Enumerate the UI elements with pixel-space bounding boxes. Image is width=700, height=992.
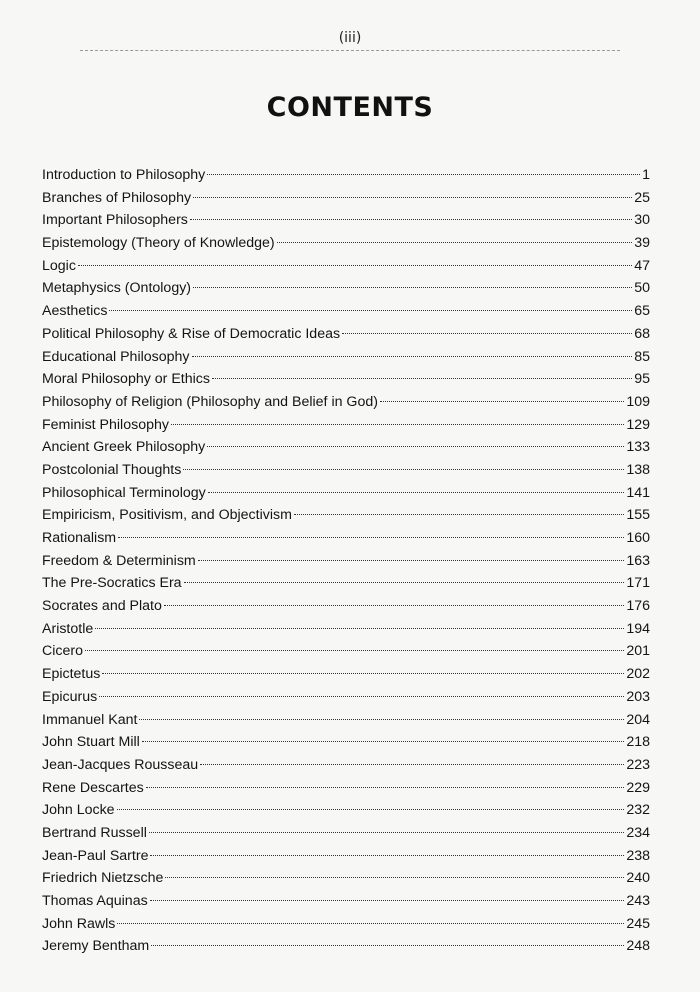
toc-entry[interactable] xyxy=(42,550,650,573)
toc-entry-title: Cicero xyxy=(42,643,83,660)
toc-entry[interactable] xyxy=(42,663,650,686)
toc-entry-title: Important Philosophers xyxy=(42,212,188,229)
toc-entry-title: Jeremy Bentham xyxy=(42,938,150,955)
dot-leader xyxy=(95,628,624,629)
toc-entry-page: 129 xyxy=(626,416,650,433)
toc-entry-page: 234 xyxy=(626,824,650,841)
toc-entry-page: 218 xyxy=(626,734,650,751)
toc-entry-title: Epistemology (Theory of Knowledge) xyxy=(42,235,275,252)
dot-leader xyxy=(150,900,625,901)
toc-entry-title: Aesthetics xyxy=(42,303,108,320)
toc-entry[interactable] xyxy=(42,482,650,505)
toc-entry-title: Freedom & Determinism xyxy=(42,552,196,569)
dot-leader xyxy=(150,855,624,856)
toc-entry[interactable] xyxy=(42,754,650,777)
toc-entry[interactable] xyxy=(42,187,650,210)
dot-leader xyxy=(294,514,624,515)
toc-entry-title: Empiricism, Positivism, and Objectivism xyxy=(42,507,292,524)
toc-entry-page: 163 xyxy=(626,552,650,569)
dot-leader xyxy=(342,333,632,334)
toc-entry-title: Educational Philosophy xyxy=(42,348,190,365)
toc-entry-title: Aristotle xyxy=(42,620,94,637)
toc-entry-page: 65 xyxy=(634,303,650,320)
toc-entry[interactable] xyxy=(42,346,650,369)
toc-entry-page: 39 xyxy=(634,235,650,252)
dot-leader xyxy=(212,378,632,379)
dot-leader xyxy=(117,809,625,810)
dot-leader xyxy=(139,719,624,720)
dot-leader xyxy=(142,741,625,742)
toc-entry-page: 30 xyxy=(634,212,650,229)
toc-entry-page: 232 xyxy=(626,802,650,819)
toc-entry[interactable] xyxy=(42,618,650,641)
toc-entry-page: 141 xyxy=(626,484,650,501)
dot-leader xyxy=(192,356,633,357)
dot-leader xyxy=(277,242,633,243)
dot-leader xyxy=(198,560,625,561)
toc-entry-page: 203 xyxy=(626,688,650,705)
toc-entry-title: The Pre-Socratics Era xyxy=(42,575,182,592)
toc-entry[interactable] xyxy=(42,867,650,890)
toc-entry-page: 171 xyxy=(626,575,650,592)
table-of-contents xyxy=(42,164,650,958)
dot-leader xyxy=(165,877,624,878)
dot-leader xyxy=(190,219,632,220)
dot-leader xyxy=(207,174,640,175)
toc-entry-page: 68 xyxy=(634,325,650,342)
toc-entry[interactable] xyxy=(42,572,650,595)
toc-entry-page: 194 xyxy=(626,620,650,637)
toc-entry[interactable] xyxy=(42,595,650,618)
dot-leader xyxy=(117,923,624,924)
toc-entry[interactable] xyxy=(42,527,650,550)
toc-entry[interactable] xyxy=(42,890,650,913)
dot-leader xyxy=(183,469,624,470)
toc-entry-page: 155 xyxy=(626,507,650,524)
toc-entry[interactable] xyxy=(42,459,650,482)
toc-entry[interactable] xyxy=(42,731,650,754)
toc-entry-title: Socrates and Plato xyxy=(42,598,162,615)
toc-entry-page: 85 xyxy=(634,348,650,365)
toc-entry-title: Ancient Greek Philosophy xyxy=(42,439,206,456)
dot-leader xyxy=(78,265,632,266)
toc-entry-title: Introduction to Philosophy xyxy=(42,167,206,183)
dot-leader xyxy=(193,287,632,288)
toc-entry-title: Jean-Jacques Rousseau xyxy=(42,756,199,773)
toc-entry-title: Epicurus xyxy=(42,688,98,705)
toc-entry[interactable] xyxy=(42,799,650,822)
toc-entry-page: 245 xyxy=(626,915,650,932)
dot-leader xyxy=(193,197,632,198)
dot-leader xyxy=(146,787,625,788)
toc-entry-title: Jean-Paul Sartre xyxy=(42,847,149,864)
toc-entry[interactable] xyxy=(42,913,650,936)
toc-entry-title: John Stuart Mill xyxy=(42,734,140,751)
toc-entry-title: Branches of Philosophy xyxy=(42,189,192,206)
dot-leader xyxy=(200,764,624,765)
toc-entry-title: John Rawls xyxy=(42,915,116,932)
dot-leader xyxy=(207,446,624,447)
dot-leader xyxy=(164,605,624,606)
dot-leader xyxy=(171,424,624,425)
toc-entry-title: Friedrich Nietzsche xyxy=(42,870,164,887)
toc-entry-page: 95 xyxy=(634,371,650,388)
toc-entry-page: 138 xyxy=(626,461,650,478)
header-divider xyxy=(80,50,620,51)
toc-entry-title: Political Philosophy & Rise of Democratic Ideas xyxy=(42,325,341,342)
dot-leader xyxy=(184,582,625,583)
toc-entry-title: Postcolonial Thoughts xyxy=(42,461,182,478)
toc-entry[interactable] xyxy=(42,323,650,346)
dot-leader xyxy=(118,537,624,538)
dot-leader xyxy=(151,945,624,946)
dot-leader xyxy=(99,696,624,697)
toc-entry[interactable] xyxy=(42,709,650,732)
toc-entry-title: Thomas Aquinas xyxy=(42,893,148,909)
dot-leader xyxy=(109,310,632,311)
toc-entry-page: 243 xyxy=(626,893,650,909)
toc-entry-page: 201 xyxy=(626,643,650,660)
toc-entry-page: 109 xyxy=(626,393,650,410)
toc-entry-title: Philosophy of Religion (Philosophy and Belief in God) xyxy=(42,393,378,410)
toc-entry[interactable] xyxy=(42,414,650,437)
toc-entry-page: 238 xyxy=(626,847,650,864)
toc-entry[interactable] xyxy=(42,640,650,663)
toc-entry-page: 229 xyxy=(626,779,650,796)
toc-entry[interactable] xyxy=(42,232,650,255)
toc-entry[interactable] xyxy=(42,777,650,800)
toc-entry-title: Bertrand Russell xyxy=(42,824,147,841)
toc-entry[interactable] xyxy=(42,686,650,709)
toc-entry[interactable] xyxy=(42,300,650,323)
toc-entry-page: 25 xyxy=(634,189,650,206)
toc-entry-page: 240 xyxy=(626,870,650,887)
page-title: CONTENTS xyxy=(266,92,434,123)
toc-entry[interactable] xyxy=(42,277,650,300)
toc-entry-title: Metaphysics (Ontology) xyxy=(42,280,192,297)
dot-leader xyxy=(85,650,624,651)
toc-entry-title: Philosophical Terminology xyxy=(42,484,206,501)
toc-entry-page: 248 xyxy=(626,938,650,955)
toc-entry[interactable] xyxy=(42,935,650,958)
toc-entry-page: 204 xyxy=(626,711,650,728)
page-number: (iii) xyxy=(338,30,362,46)
dot-leader xyxy=(380,401,624,402)
toc-entry-page: 50 xyxy=(634,280,650,297)
toc-entry[interactable] xyxy=(42,845,650,868)
dot-leader xyxy=(149,832,624,833)
toc-entry[interactable] xyxy=(42,164,650,187)
toc-entry-title: Immanuel Kant xyxy=(42,711,138,728)
toc-entry-page: 133 xyxy=(626,439,650,456)
toc-entry-title: Feminist Philosophy xyxy=(42,416,169,433)
toc-entry-page: 1 xyxy=(642,167,650,183)
toc-entry[interactable] xyxy=(42,822,650,845)
toc-entry-title: Rene Descartes xyxy=(42,779,144,796)
toc-entry-page: 223 xyxy=(626,756,650,773)
toc-entry[interactable] xyxy=(42,209,650,232)
toc-entry[interactable] xyxy=(42,504,650,527)
toc-entry-page: 176 xyxy=(626,598,650,615)
toc-entry-title: Rationalism xyxy=(42,530,117,546)
toc-entry-page: 202 xyxy=(626,666,650,683)
toc-entry-title: Logic xyxy=(42,257,76,274)
toc-entry[interactable] xyxy=(42,255,650,278)
toc-entry[interactable] xyxy=(42,436,650,459)
toc-entry-page: 160 xyxy=(626,530,650,546)
toc-entry-title: John Locke xyxy=(42,802,115,819)
dot-leader xyxy=(102,673,624,674)
toc-entry-title: Epictetus xyxy=(42,666,101,683)
toc-entry[interactable] xyxy=(42,368,650,391)
dot-leader xyxy=(208,492,625,493)
toc-entry[interactable] xyxy=(42,391,650,414)
toc-entry-page: 47 xyxy=(634,257,650,274)
toc-entry-title: Moral Philosophy or Ethics xyxy=(42,371,210,388)
